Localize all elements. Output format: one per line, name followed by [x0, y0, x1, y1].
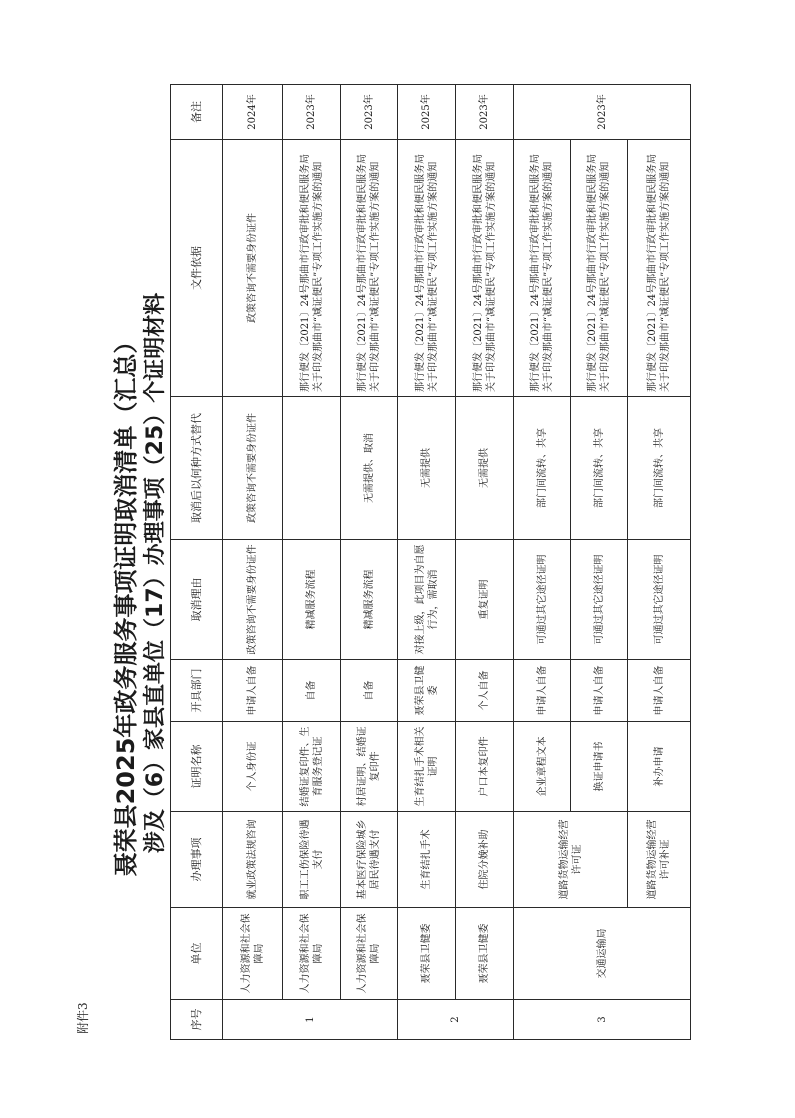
- header-issuer: 开具部门: [171, 660, 223, 722]
- table-header-row: [171, 85, 223, 1040]
- document-subtitle: 涉及（6）家县直单位（17）办理事项（25）个证明材料: [143, 292, 168, 854]
- header-basis: 文件依据: [171, 140, 223, 397]
- cell-unit: 人力资源和社会保障局: [283, 908, 341, 1000]
- cell-reason: 精减服务流程: [283, 540, 341, 660]
- cell-reason: 可通过其它途径证明: [514, 540, 571, 660]
- cell-replacement: 无需提供: [456, 397, 514, 540]
- header-replacement: 取消后以何种方式替代: [171, 397, 223, 540]
- cell-issuer: 自备: [341, 660, 398, 722]
- cell-matter: 就业政策法规咨询: [223, 812, 283, 908]
- header-reason: 取消理由: [171, 540, 223, 660]
- cell-basis: 那行便发〔2021〕24号那曲市行政审批和便民服务局关于印发那曲市“减证便民”专项工作实施方案的通知: [283, 140, 341, 397]
- cell-remark: 2023年: [456, 85, 514, 140]
- cell-proof: 户口本复印件: [456, 722, 514, 812]
- cell-remark: 2023年: [283, 85, 341, 140]
- cell-matter: 道路货物运输经营许可补证: [628, 812, 691, 908]
- cell-matter: 住院分娩补助: [456, 812, 514, 908]
- cell-issuer: 个人自备: [456, 660, 514, 722]
- header-matter: 办理事项: [171, 812, 223, 908]
- cell-issuer: 申请人自备: [571, 660, 628, 722]
- cell-basis: 政策咨询不需要身份证件: [223, 140, 283, 397]
- cell-proof: 生育结扎手术相关证明: [398, 722, 456, 812]
- cell-issuer: 聂荣县卫健委: [398, 660, 456, 722]
- cell-unit: 聂荣县卫健委: [398, 908, 456, 1000]
- cell-reason: 重复证明: [456, 540, 514, 660]
- certificate-cancellation-table: [170, 84, 691, 1040]
- cell-remark: 2025年: [398, 85, 456, 140]
- cell-remark: 2024年: [223, 85, 283, 140]
- header-no: 序号: [171, 1000, 223, 1040]
- cell-no: 2: [398, 1000, 514, 1040]
- cell-unit: 交通运输局: [514, 908, 691, 1000]
- cell-basis: 那行便发〔2021〕24号那曲市行政审批和便民服务局关于印发那曲市“减证便民”专项工作实施方案的通知: [341, 140, 398, 397]
- cell-proof: 结婚证复印件、生育服务登记证: [283, 722, 341, 812]
- cell-matter: 生育结扎手术: [398, 812, 456, 908]
- cell-replacement: 部门间流转、共享: [628, 397, 691, 540]
- cell-issuer: 自备: [283, 660, 341, 722]
- cell-replacement: [283, 397, 341, 540]
- cell-replacement: 无需提供、取消: [341, 397, 398, 540]
- cell-proof: 村居证明、结婚证复印件: [341, 722, 398, 812]
- cell-basis: 那行便发〔2021〕24号那曲市行政审批和便民服务局关于印发那曲市“减证便民”专项工作实施方案的通知: [628, 140, 691, 397]
- table-row: [223, 85, 283, 1040]
- cell-basis: 那行便发〔2021〕24号那曲市行政审批和便民服务局关于印发那曲市“减证便民”专项工作实施方案的通知: [456, 140, 514, 397]
- attachment-label: 附件3: [76, 1002, 90, 1034]
- cell-matter: 道路货物运输经营许可证: [514, 812, 628, 908]
- table-row: [283, 85, 341, 1040]
- cell-unit: 聂荣县卫健委: [456, 908, 514, 1000]
- cell-basis: 那行便发〔2021〕24号那曲市行政审批和便民服务局关于印发那曲市“减证便民”专项工作实施方案的通知: [398, 140, 456, 397]
- cell-replacement: 无需提供: [398, 397, 456, 540]
- cell-issuer: 申请人自备: [514, 660, 571, 722]
- cell-matter: 基本医疗保险城乡居民待遇支付: [341, 812, 398, 908]
- cell-replacement: 政策咨询不需要身份证件: [223, 397, 283, 540]
- cell-proof: 换证申请书: [571, 722, 628, 812]
- table-row: [341, 85, 398, 1040]
- header-proof: 证明名称: [171, 722, 223, 812]
- header-remark: 备注: [171, 85, 223, 140]
- cell-proof: 个人身份证: [223, 722, 283, 812]
- cell-reason: 精减服务流程: [341, 540, 398, 660]
- cell-reason: 对接上级，此项目为自愿行为，需取消: [398, 540, 456, 660]
- table-row: [456, 85, 514, 1040]
- cell-matter: 职工工伤保险待遇支付: [283, 812, 341, 908]
- header-unit: 单位: [171, 908, 223, 1000]
- cell-basis: 那行便发〔2021〕24号那曲市行政审批和便民服务局关于印发那曲市“减证便民”专项工作实施方案的通知: [571, 140, 628, 397]
- document-title: 聂荣县2025年政务服务事项证明取消清单（汇总）: [112, 329, 140, 877]
- cell-proof: 补办申请: [628, 722, 691, 812]
- cell-basis: 那行便发〔2021〕24号那曲市行政审批和便民服务局关于印发那曲市“减证便民”专项工作实施方案的通知: [514, 140, 571, 397]
- cell-remark: 2023年: [341, 85, 398, 140]
- cell-proof: 企业章程文本: [514, 722, 571, 812]
- table-row: [628, 85, 691, 1040]
- table-row: [398, 85, 456, 1040]
- cell-no: 3: [514, 1000, 691, 1040]
- cell-reason: 可通过其它途径证明: [571, 540, 628, 660]
- cell-no: 1: [223, 1000, 398, 1040]
- cell-unit: 人力资源和社会保障局: [341, 908, 398, 1000]
- cell-unit: 人力资源和社会保障局: [223, 908, 283, 1000]
- cell-issuer: 申请人自备: [223, 660, 283, 722]
- table-row: [514, 85, 571, 1040]
- cell-reason: 政策咨询不需要身份证件: [223, 540, 283, 660]
- cell-replacement: 部门间流转、共享: [571, 397, 628, 540]
- cell-remark: 2023年: [514, 85, 691, 140]
- cell-issuer: 申请人自备: [628, 660, 691, 722]
- cell-reason: 可通过其它途径证明: [628, 540, 691, 660]
- cell-replacement: 部门间流转、共享: [514, 397, 571, 540]
